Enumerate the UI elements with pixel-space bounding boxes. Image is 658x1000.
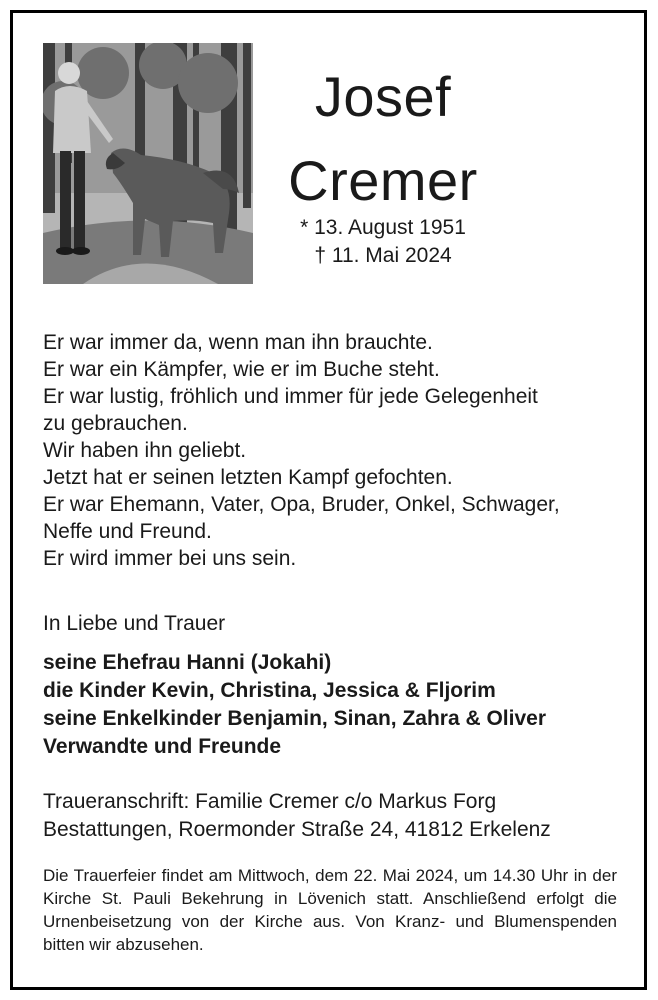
mourner-line: seine Ehefrau Hanni (Jokahi) [43, 651, 332, 674]
deceased-first-name: Josef [314, 65, 452, 128]
poem-line: Jetzt hat er seinen letzten Kampf gefochten. [43, 466, 453, 489]
mourning-intro: In Liebe und Trauer [43, 612, 226, 635]
poem-line: Er war ein Kämpfer, wie er im Buche steht. [43, 358, 440, 381]
address-line: Bestattungen, Roermonder Straße 24, 41812 Erkelenz [43, 818, 551, 841]
poem-line: Wir haben ihn geliebt. [43, 439, 247, 462]
poem-line: Er wird immer bei uns sein. [43, 547, 297, 570]
poem-line: Neffe und Freund. [43, 520, 212, 543]
poem-line: Er war Ehemann, Vater, Opa, Bruder, Onkel, Schwager, [43, 493, 560, 516]
address-line: Traueranschrift: Familie Cremer c/o Markus Forg [43, 790, 497, 813]
deceased-last-name: Cremer [288, 149, 478, 212]
mourning-address [43, 788, 643, 844]
poem-line: Er war immer da, wenn man ihn brauchte. [43, 331, 433, 354]
mourner-line: seine Enkelkinder Benjamin, Sinan, Zahra & Oliver [43, 707, 547, 730]
poem-line: zu gebrauchen. [43, 412, 188, 435]
mourners-list [43, 649, 633, 761]
portrait-photo [43, 43, 253, 284]
birth-date: * 13. August 1951 [300, 216, 466, 239]
mourner-line: Verwandte und Freunde [43, 735, 282, 758]
funeral-notice: Die Trauerfeier findet am Mittwoch, dem 22. Mai 2024, um 14.30 Uhr in der Kirche St. Pauli Bekehrung in Lövenich statt. Anschließend erfolgt die Urnenbeisetzung von der Kirche aus. Von Kranz- und Blumenspenden bitten wir abzusehen. [43, 866, 617, 954]
death-date: † 11. Mai 2024 [314, 244, 452, 267]
poem [43, 329, 633, 572]
mourner-line: die Kinder Kevin, Christina, Jessica & Fljorim [43, 679, 496, 702]
poem-line: Er war lustig, fröhlich und immer für jede Gelegenheit [43, 385, 538, 408]
obituary-frame [10, 10, 647, 990]
